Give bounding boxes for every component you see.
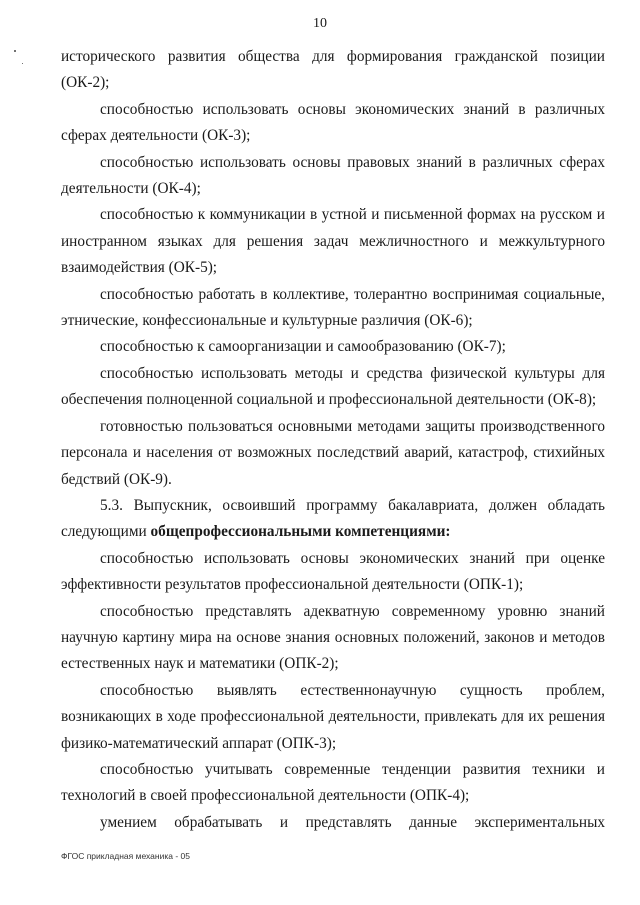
paragraph-ok5: способностью к коммуникации в устной и письменной формах на русском и иностранном языках для решения задач межличностного и межкультурного взаимодействия (ОК-5);: [61, 206, 605, 277]
scan-speck: [14, 50, 16, 52]
section-5-3-intro: 5.3. Выпускник, освоивший программу бакалавриата, должен обладать следующими: [61, 496, 605, 541]
paragraph-opk3: способностью выявлять естественнонаучную сущность проблем, возникающих в ходе профессиональной деятельности, привлекать для их решения физико-математический аппарат (ОПК-3);: [61, 681, 605, 752]
section-5-3-bold-heading: общепрофессиональными компетенциями:: [150, 523, 451, 541]
paragraph-opk4: способностью учитывать современные тенденции развития техники и технологий в своей профессиональной деятельности (ОПК-4);: [61, 760, 605, 805]
paragraph-ok2-continuation: исторического развития общества для формирования гражданской позиции (ОК-2);: [61, 48, 605, 92]
paragraph-section-5-3: [61, 493, 605, 546]
page-number: 10: [313, 16, 327, 31]
scan-speck: [22, 63, 23, 64]
paragraph-ok8: способностью использовать методы и средства физической культуры для обеспечения полноценной социальной и профессиональной деятельности (ОК-8);: [61, 364, 605, 409]
paragraph-opk5-start: умением обрабатывать и представлять данные экспериментальных: [100, 813, 605, 831]
paragraph-ok9: готовностью пользоваться основными методами защиты производственного персонала и населения от возможных последствий аварий, катастроф, стихийных бедствий (ОК-9).: [61, 417, 605, 488]
paragraph-opk2: способностью представлять адекватную современному уровню знаний научную картину мира на основе знания основных положений, законов и методов естественных наук и математики (ОПК-2);: [61, 602, 605, 673]
paragraph-ok4: способностью использовать основы правовых знаний в различных сферах деятельности (ОК-4);: [61, 153, 605, 198]
page-footer: ФГОС прикладная механика - 05: [61, 851, 190, 861]
document-body: [61, 44, 605, 836]
paragraph-ok3: способностью использовать основы экономических знаний в различных сферах деятельности (ОК-3);: [61, 100, 605, 145]
paragraph-opk1: способностью использовать основы экономических знаний при оценке эффективности результатов профессиональной деятельности (ОПК-1);: [61, 549, 605, 594]
paragraph-ok7: способностью к самоорганизации и самообразованию (ОК-7);: [100, 338, 506, 356]
paragraph-ok6: способностью работать в коллективе, толерантно воспринимая социальные, этнические, конфессиональные и культурные различия (ОК-6);: [61, 285, 605, 330]
